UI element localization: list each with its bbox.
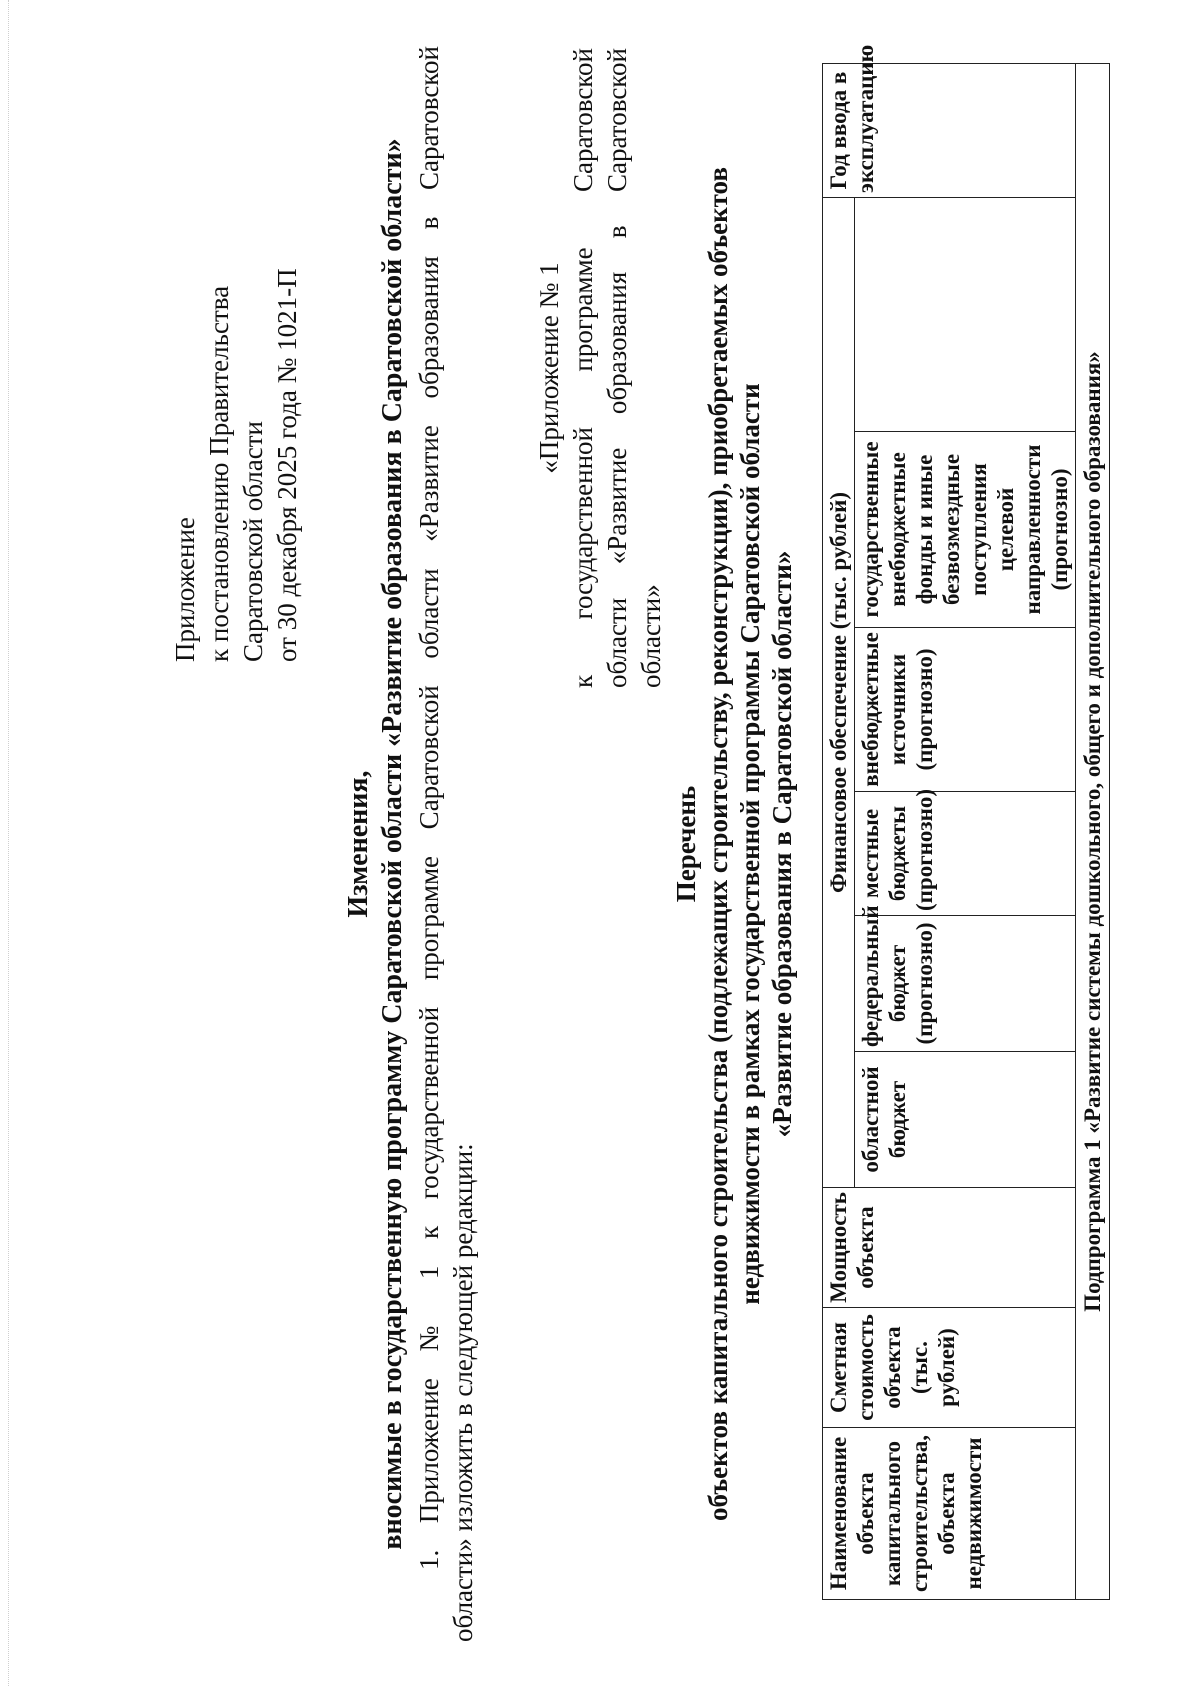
header-extrabudget: внебюджетные источники (прогнозно) (855, 628, 1076, 792)
changes-title-line2: вносимые в государственную программу Саратовской области «Развитие образования в Саратовской области» (377, 138, 408, 1550)
header-cost: Сметная стоимость объекта (тыс. рублей) (823, 1308, 1076, 1428)
table-row (1076, 64, 1110, 1600)
changes-title (342, 46, 410, 1642)
appendix1-line2: к государственной программе Саратовской (568, 48, 598, 688)
appendix-line: Саратовской области (238, 421, 268, 662)
objects-table (822, 44, 1110, 1600)
paragraph-line1: 1. Приложение № 1 к государственной программе Саратовской области «Развитие образования в Саратовской (414, 46, 444, 1570)
header-year: Год ввода в эксплуатацию (823, 64, 1076, 198)
header-local: местные бюджеты (прогнозно) (855, 792, 1076, 916)
changes-paragraph (412, 46, 480, 1642)
header-federal: федеральный бюджет (прогнозно) (855, 916, 1076, 1052)
header-empty (855, 198, 1076, 432)
subprogram-row-label: Подпрограмма 1 «Развитие системы дошкольного, общего и дополнительного образования» (1076, 64, 1110, 1600)
header-name: Наименование объекта капитального строительства, объекта недвижимости (823, 1428, 1076, 1600)
list-title-line4: «Развитие образования в Саратовской области» (767, 550, 797, 1138)
paragraph-line2: области» изложить в следующей редакции: (448, 1143, 478, 1642)
appendix1-block (532, 48, 668, 688)
changes-title-line1: Изменения, (343, 770, 374, 918)
table-header-row (823, 64, 855, 1600)
header-power: Мощность объекта (823, 1188, 1076, 1308)
appendix-header (168, 268, 304, 662)
rotated-page-content (60, 46, 1140, 1642)
appendix1-line3: области «Развитие образования в Саратовской (602, 48, 632, 688)
appendix1-line1: «Приложение № 1 (534, 262, 564, 474)
header-finance: Финансовое обеспечение (тыс. рублей) (823, 198, 855, 1188)
appendix-line: от 30 декабря 2025 года № 1021-П (272, 268, 302, 662)
list-title (670, 46, 798, 1642)
header-regional: областной бюджет (855, 1052, 1076, 1188)
header-state-funds: государственные внебюджетные фонды и иные безвозмездные поступления целевой направленности (прогнозно) (855, 432, 1076, 628)
list-title-line1: Перечень (671, 785, 701, 903)
scan-edge-marks (8, 0, 11, 1686)
list-title-line3: недвижимости в рамках государственной программы Саратовской области (735, 383, 765, 1305)
list-title-line2: объектов капитального строительства (подлежащих строительству, реконструкции), приобретаемых объектов (703, 167, 733, 1521)
appendix1-line4: области» (636, 584, 666, 688)
appendix-line: к постановлению Правительства (204, 285, 234, 662)
appendix-line: Приложение (170, 517, 200, 662)
